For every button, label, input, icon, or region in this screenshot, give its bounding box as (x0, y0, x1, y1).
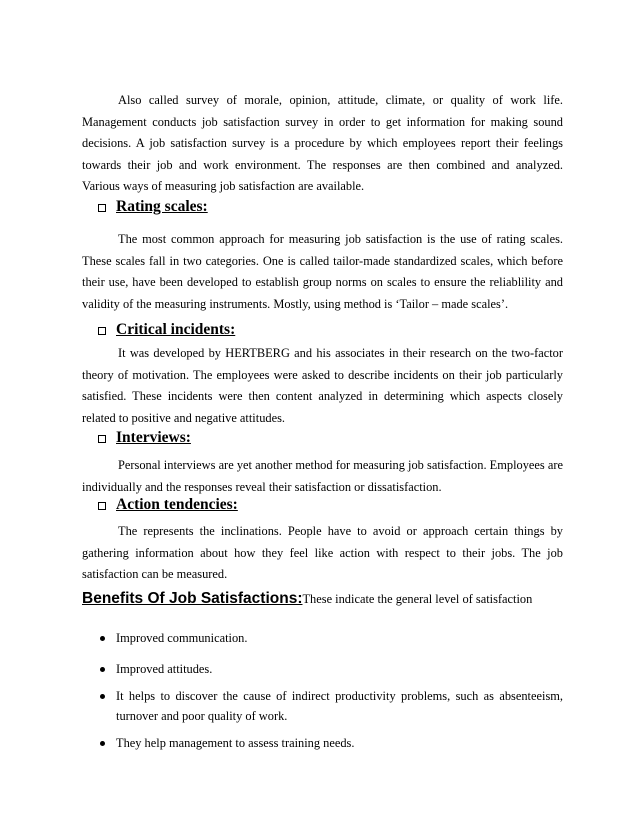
action-tendencies-block (82, 521, 563, 586)
action-tendencies-heading-row (98, 496, 238, 514)
list-item (100, 686, 563, 726)
list-item-text: It helps to discover the cause of indirect productivity problems, such as absenteeism, turnover and poor quality of work. (116, 689, 563, 723)
benefits-heading-row (82, 590, 532, 608)
square-bullet-icon (98, 327, 106, 335)
critical-incidents-heading: Critical incidents: (116, 321, 236, 338)
rating-scales-heading: Rating scales: (116, 198, 208, 215)
critical-incidents-block (82, 343, 563, 429)
list-item (100, 628, 563, 648)
benefits-description: These indicate the general level of satisfaction (302, 592, 533, 606)
list-item (100, 733, 563, 753)
square-bullet-icon (98, 204, 106, 212)
action-tendencies-heading: Action tendencies: (116, 496, 238, 513)
list-item-text: They help management to assess training needs. (116, 736, 355, 750)
critical-incidents-paragraph: It was developed by HERTBERG and his associates in their research on the two-factor theory of motivation. The employees were asked to describe incidents on their job particularly satisfied. These incidents were then content analyzed in determining which aspects closely related to positive and negative attitudes. (82, 346, 563, 425)
rating-scales-block (82, 229, 563, 315)
benefits-heading: Benefits Of Job Satisfactions: (82, 590, 303, 607)
intro-paragraph-block (82, 90, 563, 198)
action-tendencies-paragraph: The represents the inclinations. People have to avoid or approach certain things by gathering information about how they feel like action with respect to their jobs. The job satisfaction can be measured. (82, 524, 563, 581)
critical-incidents-heading-row (98, 321, 235, 339)
interviews-heading: Interviews: (116, 429, 191, 446)
interviews-paragraph: Personal interviews are yet another method for measuring job satisfaction. Employees are individually and the responses reveal their satisfaction or dissatisfaction. (82, 458, 563, 494)
bullet-dot-icon (100, 636, 105, 641)
bullet-dot-icon (100, 694, 105, 699)
bullet-dot-icon (100, 667, 105, 672)
list-item-text: Improved attitudes. (116, 662, 213, 676)
list-item-text: Improved communication. (116, 631, 248, 645)
bullet-dot-icon (100, 741, 105, 746)
rating-scales-heading-row (98, 198, 208, 216)
square-bullet-icon (98, 435, 106, 443)
list-item (100, 659, 563, 679)
interviews-heading-row (98, 429, 191, 447)
intro-paragraph: Also called survey of morale, opinion, attitude, climate, or quality of work life. Management conducts job satisfaction survey in order to get information for making sound decisions. A job satisfaction survey is a procedure by which employees report their feelings towards their job and work environment. The responses are then combined and analyzed. Various ways of measuring job satisfaction are available. (82, 93, 563, 193)
interviews-block (82, 455, 563, 498)
square-bullet-icon (98, 502, 106, 510)
rating-scales-paragraph: The most common approach for measuring job satisfaction is the use of rating scales. These scales fall in two categories. One is called tailor-made standardized scales, which before their use, have been developed to establish group norms on scales to ensure the reliablility and validity of the measuring instruments. Mostly, using method is ‘Tailor – made scales’. (82, 232, 563, 311)
